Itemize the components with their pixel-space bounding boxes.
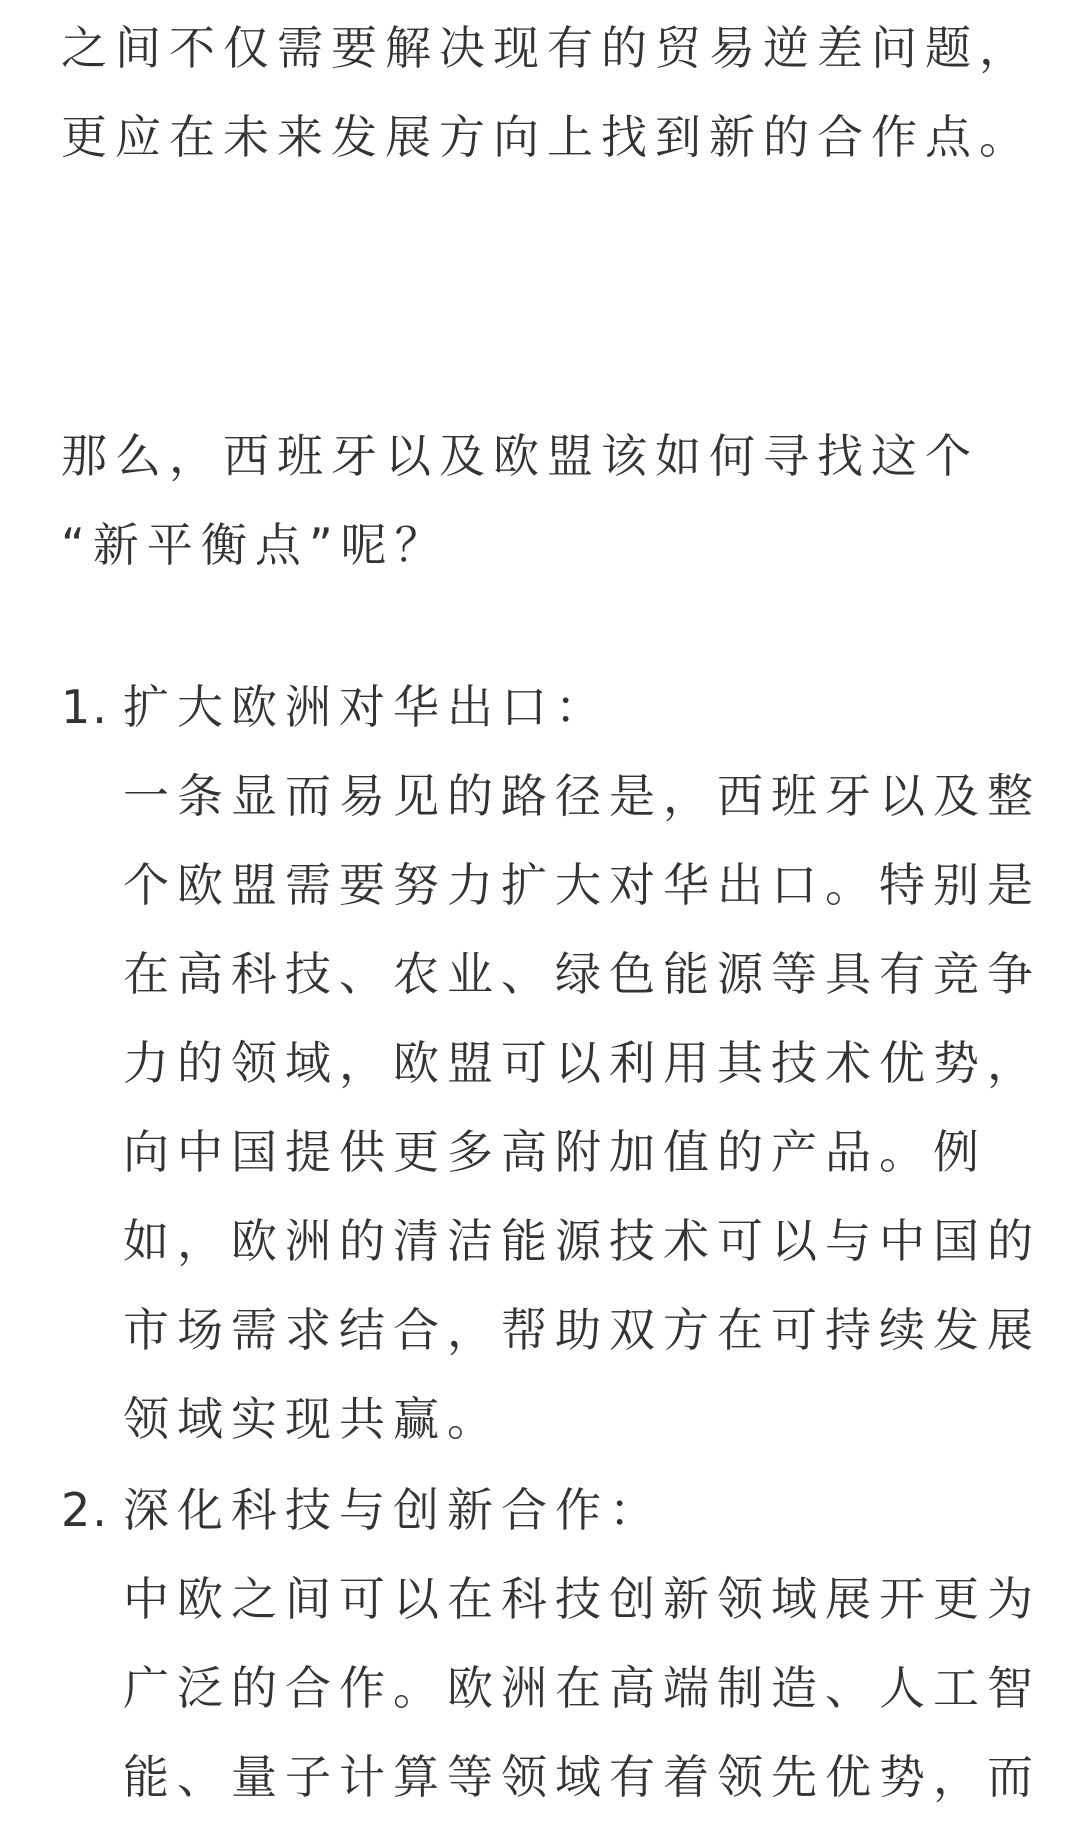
list-item-number: 1. [61, 680, 109, 734]
list-item-line: 如，欧洲的清洁能源技术可以与中国的 [123, 1214, 1041, 1268]
list-item-heading: 深化科技与创新合作： [123, 1483, 663, 1537]
paragraph-line: 之间不仅需要解决现有的贸易逆差问题， [61, 21, 1033, 75]
list-item-line: 向中国提供更多高附加值的产品。例 [123, 1125, 987, 1179]
list-item-content [123, 663, 1041, 1464]
list-item-line: 领域实现共赢。 [123, 1392, 501, 1446]
list-item-line: 力的领域，欧盟可以利用其技术优势， [123, 1036, 1041, 1090]
list-item-line: 广泛的合作。欧洲在高端制造、人工智 [123, 1661, 1041, 1715]
list-item-number: 2. [61, 1483, 109, 1537]
paragraph [61, 412, 979, 590]
list-item-content [123, 1466, 1041, 1822]
paragraph-line: “新平衡点”呢？ [61, 518, 449, 572]
list-item-line: 能、量子计算等领域有着领先优势，而 [123, 1750, 1041, 1804]
paragraph [61, 4, 1033, 182]
list-item-line: 个欧盟需要努力扩大对华出口。特别是 [123, 858, 1041, 912]
list-item-line: 一条显而易见的路径是，西班牙以及整 [123, 769, 1041, 823]
list-item-line: 在高科技、农业、绿色能源等具有竞争 [123, 947, 1041, 1001]
paragraph-line: 更应在未来发展方向上找到新的合作点。 [61, 110, 1033, 164]
list-item-line: 中欧之间可以在科技创新领域展开更为 [123, 1572, 1041, 1626]
list-item-heading: 扩大欧洲对华出口： [123, 680, 609, 734]
list-item-line: 市场需求结合，帮助双方在可持续发展 [123, 1303, 1041, 1357]
paragraph-line: 那么，西班牙以及欧盟该如何寻找这个 [61, 429, 979, 483]
